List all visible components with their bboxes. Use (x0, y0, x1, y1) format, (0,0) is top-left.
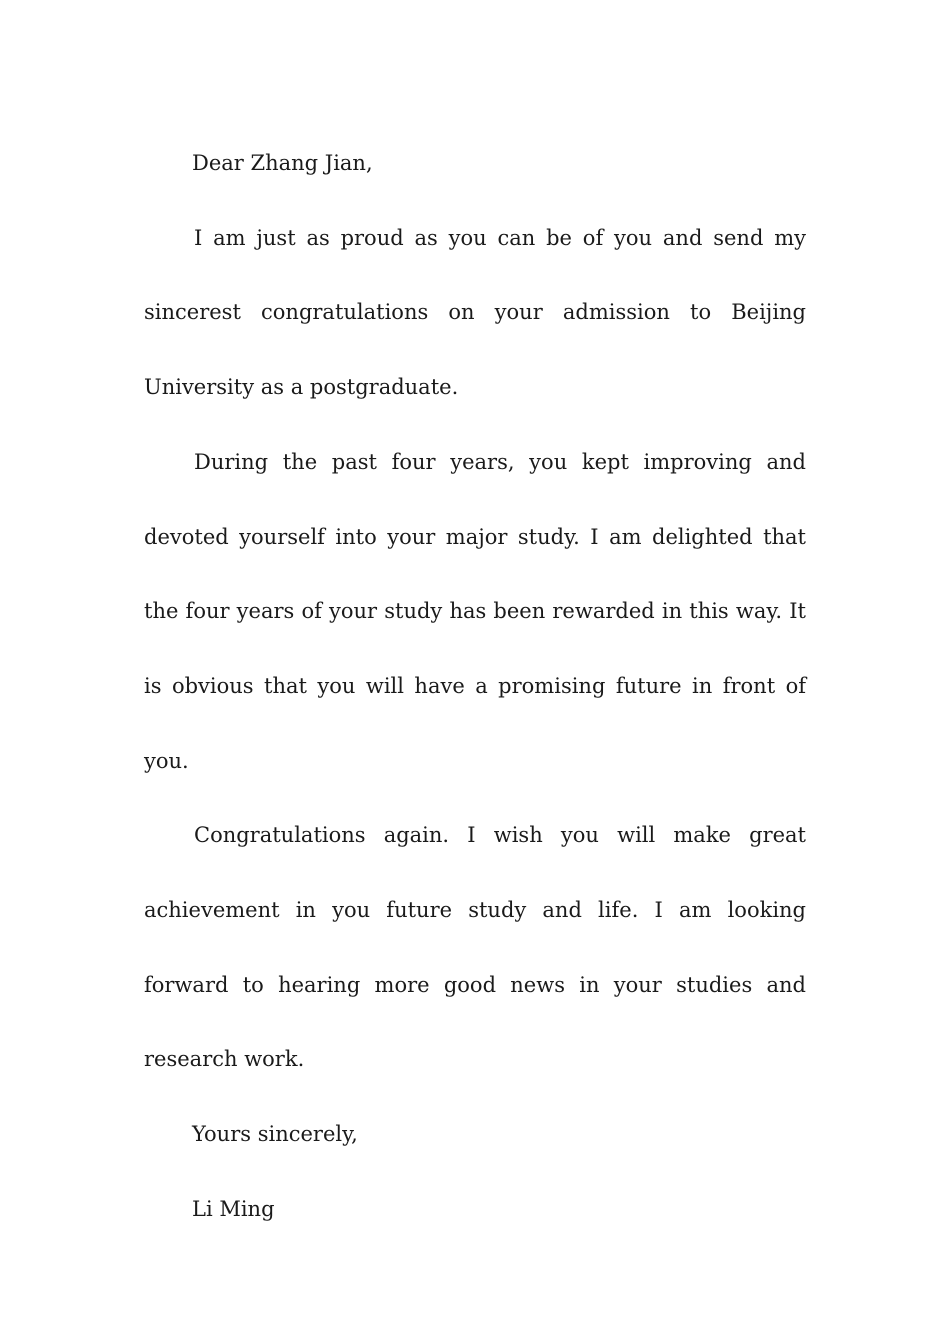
letter-body (144, 126, 806, 1247)
signature: Li Ming (192, 1196, 275, 1221)
paragraph-wishes: Congratulations again. I wish you will make great achievement in you future study and life. I am looking forward to hearing more good news in your studies and research work. (144, 823, 806, 1072)
paragraph-past-years: During the past four years, you kept improving and devoted yourself into your major study. I am delighted that the four years of your study has been rewarded in this way. It is obvious that you will have a promising future in front of you. (144, 449, 806, 773)
paragraph-congratulations: I am just as proud as you can be of you and send my sincerest congratulations on your admission to Beijing University as a postgraduate. (144, 225, 806, 400)
closing: Yours sincerely, (192, 1122, 358, 1147)
salutation: Dear Zhang Jian, (192, 151, 373, 175)
